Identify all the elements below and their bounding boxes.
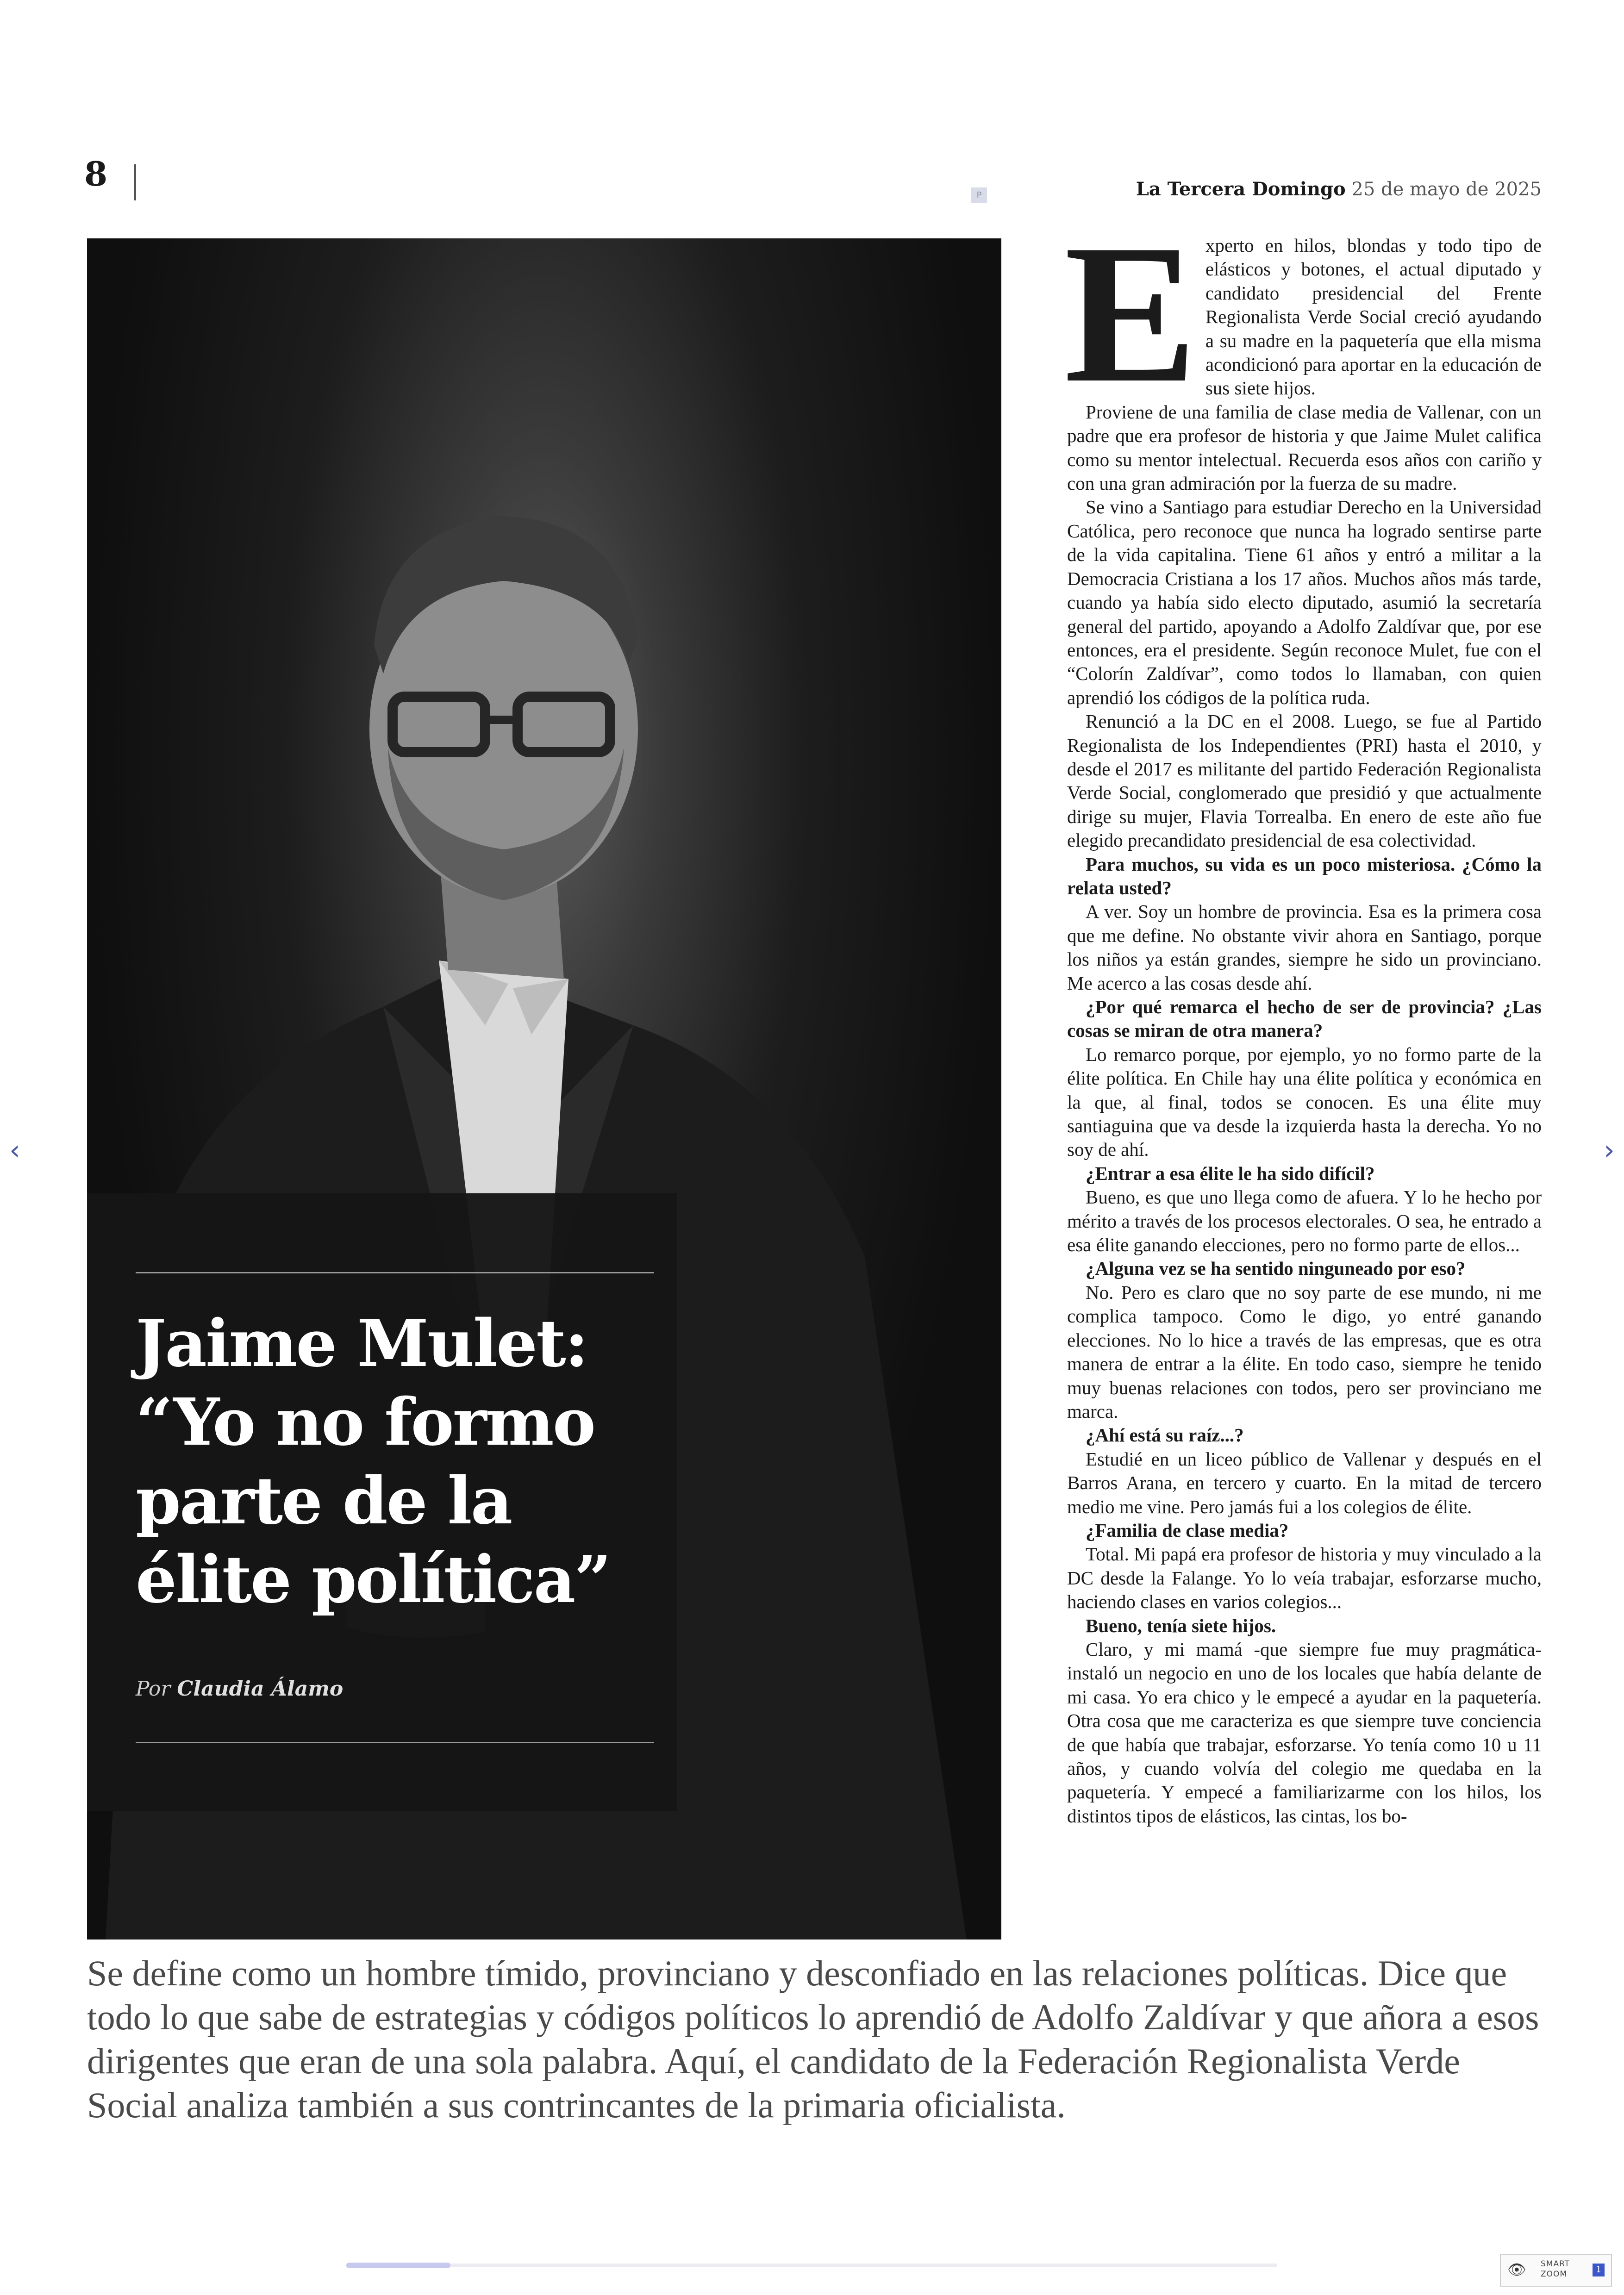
next-page-icon[interactable]: › bbox=[1604, 1134, 1615, 1166]
publication-name: La Tercera Domingo bbox=[1136, 178, 1346, 200]
byline-prefix: Por bbox=[136, 1677, 171, 1701]
headline-top-rule bbox=[136, 1272, 654, 1273]
interview-question: ¿Ahí está su raíz...? bbox=[1086, 1424, 1244, 1446]
interview-question: ¿Entrar a esa élite le ha sido difícil? bbox=[1086, 1162, 1375, 1184]
header-divider bbox=[134, 164, 136, 200]
smart-zoom-button[interactable] bbox=[1500, 2254, 1612, 2287]
byline-author: Claudia Álamo bbox=[177, 1677, 344, 1701]
article-paragraph: Claro, y mi mamá -que siempre fue muy pragmática- instaló un negocio en uno de los locales que había delante de mi casa. Yo era chico y le empecé a ayudar en la paquetería. Otra cosa que me caracteriza es que siempre tuve conciencia de que había que trabajar, esforzarse. Yo tenía como 10 u 11 años, y cuando volvía del colegio me quedaba en la paquetería. Y empecé a familiarizarme con los hilos, los distintos tipos de elásticos, las cintas, los bo- bbox=[1067, 1638, 1542, 1827]
article-paragraph: Bueno, es que uno llega como de afuera. Y lo he hecho por mérito a través de los procesos electorales. O sea, he entrado a esa élite ganando elecciones, pero no formo parte de ellos... bbox=[1067, 1186, 1542, 1256]
drop-cap: E bbox=[1064, 204, 1197, 424]
article-paragraph: Estudié en un liceo público de Vallenar y después en el Barros Arana, en tercero y cuarto. En la mitad de tercero medio me vine. Pero jamás fui a los colegios de élite. bbox=[1067, 1448, 1542, 1517]
page-scrollbar-track[interactable] bbox=[346, 2264, 1277, 2267]
byline bbox=[136, 1677, 343, 1701]
article-lead bbox=[1064, 204, 1542, 424]
interview-question: Bueno, tenía siete hijos. bbox=[1086, 1615, 1276, 1636]
smart-zoom-label: SMART ZOOM bbox=[1541, 2259, 1570, 2279]
eye-icon: 👁 bbox=[1507, 2261, 1526, 2278]
article-body bbox=[1064, 204, 1542, 1828]
interview-question: ¿Alguna vez se ha sentido ninguneado por eso? bbox=[1086, 1258, 1466, 1279]
interview-question: Para muchos, su vida es un poco misteriosa. ¿Cómo la relata usted? bbox=[1067, 853, 1542, 898]
previous-page-icon[interactable]: ‹ bbox=[9, 1134, 20, 1166]
article-paragraph: Se vino a Santiago para estudiar Derecho en la Universidad Católica, pero reconoce que nunca ha logrado sentirse parte de la vida capitalina. Tiene 61 años y entró a militar a la Democracia Cristiana a los 17 años. Muchos años más tarde, cuando ya había sido electo diputado, asumió la secretaría general del partido, apoyando a Adolfo Zaldívar que, por ese entonces, era el presidente. Según reconoce Mulet, fue con el “Colorín Zaldívar”, como todos lo llamaban, con quien aprendió los códigos de la política ruda. bbox=[1067, 496, 1542, 708]
page-scrollbar-thumb[interactable] bbox=[346, 2263, 450, 2268]
deck: Se define como un hombre tímido, provinciano y desconfiado en las relaciones políticas. Dice que todo lo que sabe de estrategias y códigos políticos lo aprendió de Adolfo Zaldívar y que añora a esos dirigentes que eran de una sola palabra. Aquí, el candidato de la Federación Regionalista Verde Social analiza también a sus contrincantes de la primaria oficialista. bbox=[87, 1953, 1539, 2125]
headline-bottom-rule bbox=[136, 1742, 654, 1743]
smart-zoom-badge: 1 bbox=[1593, 2264, 1605, 2276]
publication-date: 25 de mayo de 2025 bbox=[1351, 179, 1542, 200]
article-paragraph: No. Pero es claro que no soy parte de ese mundo, ni me complica tampoco. Como le digo, yo entré ganando elecciones. No lo hice a través de las empresas, que es otra manera de entrar a la élite. En todo caso, siempre he tenido muy buenas relaciones con todos, pero ser provinciano me marca. bbox=[1067, 1281, 1542, 1422]
interview-question: ¿Por qué remarca el hecho de ser de provincia? ¿Las cosas se miran de otra manera? bbox=[1067, 996, 1542, 1041]
article-paragraphs bbox=[1067, 400, 1542, 1828]
headline-box bbox=[87, 1193, 677, 1811]
masthead bbox=[1136, 178, 1542, 200]
article-paragraph: A ver. Soy un hombre de provincia. Esa es la primera cosa que me define. No obstante vivir ahora en Santiago, porque los niños ya están grandes, siempre he sido un provinciano. Me acerco a las cosas desde ahí. bbox=[1067, 901, 1542, 994]
page-number: 8 bbox=[84, 154, 108, 193]
headline: Jaime Mulet: “Yo no formo parte de la élite política” bbox=[136, 1306, 610, 1618]
article-paragraph: Renunció a la DC en el 2008. Luego, se fue al Partido Regionalista de los Independientes (PRI) hasta el 2010, y desde el 2017 es militante del partido Federación Regionalista Verde Social, conglomerado que presidió y que actualmente dirige su mujer, Flavia Torrealba. En enero de este año fue elegido precandidato presidencial de esa colectividad. bbox=[1067, 711, 1542, 851]
lead-text: xperto en hilos, blondas y todo tipo de elásticos y botones, el actual diputado y candidato presidencial del Frente Regionalista Verde Social creció ayudando a su madre en la paquetería que ella misma acondicionó para aportar en la educación de sus siete hijos. bbox=[1205, 235, 1542, 399]
article-paragraph: Total. Mi papá era profesor de historia y muy vinculado a la DC desde la Falange. Yo lo veía trabajar, esforzarse mucho, haciendo clases en varios colegios... bbox=[1067, 1543, 1542, 1613]
article-paragraph: Proviene de una familia de clase media de Vallenar, con un padre que era profesor de historia y que Jaime Mulet califica como su mentor intelectual. Recuerda esos años con cariño y con una gran admiración por la fuerza de su madre. bbox=[1067, 401, 1542, 494]
page-marker-icon[interactable]: P bbox=[971, 187, 987, 203]
interview-question: ¿Familia de clase media? bbox=[1086, 1519, 1289, 1541]
article-paragraph: Lo remarco porque, por ejemplo, yo no formo parte de la élite política. En Chile hay una élite política y económica en la que, al final, todos se conocen. Es una élite muy santiaguina que va desde la izquierda hasta la derecha. Yo no soy de ahí. bbox=[1067, 1043, 1542, 1160]
